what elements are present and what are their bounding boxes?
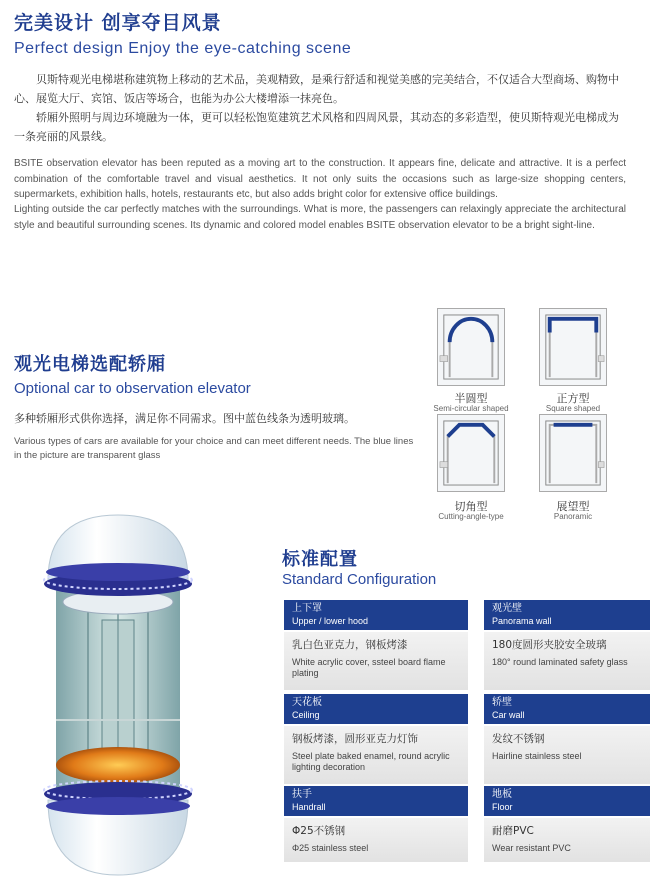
semi-circular-car-diagram — [437, 308, 505, 386]
config-body-floor — [484, 818, 650, 862]
standard-title-en: Standard Configuration — [282, 571, 437, 588]
config-body-cn: 耐磨PVC — [492, 825, 534, 837]
config-header-en: Handrall — [292, 802, 326, 812]
shape-label-en-2: Square shaped — [545, 404, 601, 413]
shape-label-cn-4: 展望型 — [556, 500, 590, 513]
optional-desc-en: Various types of cars are available for your choice and can meet different needs. The blue lines in the picture are transparent glass — [14, 436, 414, 461]
config-body-en: Wear resistant PVC — [492, 843, 571, 853]
config-header-en: Upper / lower hood — [292, 616, 369, 626]
intro-title-cn: 完美设计 创享夺目风景 — [14, 12, 222, 34]
config-header-en: Ceiling — [292, 710, 320, 720]
intro-paragraph-cn-1: 贝斯特观光电梯堪称建筑物上移动的艺术品，美观精致，是乘行舒适和视觉美感的完美结合，不仅适合大型商场、购物中心、展览大厅、宾馆、饭店等场合，也能为办公大楼增添一抹亮色。 — [14, 73, 619, 105]
config-header-panorama-wall — [484, 600, 650, 630]
optional-title-cn: 观光电梯选配轿厢 — [14, 354, 166, 375]
config-body-handrail — [284, 818, 468, 862]
cutting-angle-car-diagram — [437, 414, 505, 492]
config-header-en: Car wall — [492, 710, 525, 720]
intro-paragraph-cn-2: 轿厢外照明与周边环境融为一体，更可以轻松饱览建筑艺术风格和四周风景，其动态的多彩造型，使贝斯特观光电梯成为一条亮丽的风景线。 — [14, 111, 619, 143]
config-header-en: Panorama wall — [492, 616, 552, 626]
config-body-cn: 180度圆形夹胶安全玻璃 — [492, 639, 607, 651]
config-body-cn: 发纹不锈钢 — [492, 733, 545, 745]
config-header-en: Floor — [492, 802, 513, 812]
optional-desc-cn: 多种轿厢形式供你选择，满足你不同需求。图中蓝色线条为透明玻璃。 — [14, 412, 355, 425]
square-car-diagram — [539, 308, 607, 386]
config-body-cn: Φ25不锈钢 — [292, 825, 346, 837]
config-body-car-wall — [484, 726, 650, 784]
shape-label-cn-2: 正方型 — [556, 392, 590, 405]
config-header-cn: 地板 — [492, 789, 512, 800]
panoramic-car-diagram — [539, 414, 607, 492]
config-body-panorama-wall — [484, 632, 650, 690]
shape-label-en-4: Panoramic — [553, 512, 593, 521]
observation-elevator-illustration — [28, 510, 208, 880]
config-body-cn: 乳白色亚克力，钢板烤漆 — [292, 639, 408, 651]
config-header-cn: 扶手 — [292, 789, 312, 800]
intro-paragraph-en-1: BSITE observation elevator has been reputed as a moving art to the construction. It appears fine, delicate and attractive. It is a perfect combination of the comfortable travel and visual aesthetics. It not only suits the occasions such as large-size shopping centers, supermarkets, exhibition halls, hotels, restaurants etc, but also adds bright color for extensive office buildings. — [14, 158, 626, 200]
config-body-ceiling — [284, 726, 468, 784]
config-body-upper-lower-hood — [284, 632, 468, 690]
config-body-en: Hairline stainless steel — [492, 751, 582, 761]
shape-label-en-1: Semi-circular shaped — [433, 404, 509, 413]
shape-label-cn-1: 半圆型 — [454, 392, 488, 405]
config-body-en: White acrylic cover, ssteel board flame plating — [292, 657, 446, 678]
config-header-cn: 上下罩 — [292, 603, 322, 614]
config-body-en: Steel plate baked enamel, round acrylic lighting decoration — [292, 751, 450, 772]
standard-title-cn: 标准配置 — [282, 549, 358, 570]
config-body-cn: 钢板烤漆，圆形亚克力灯饰 — [292, 733, 418, 745]
intro-title-en: Perfect design Enjoy the eye-catching scene — [14, 40, 352, 57]
config-body-en: Φ25 stainless steel — [292, 843, 369, 853]
config-header-upper-lower-hood — [284, 600, 468, 630]
config-body-en: 180° round laminated safety glass — [492, 657, 628, 667]
config-header-car-wall — [484, 694, 650, 724]
intro-paragraph-en-2: Lighting outside the car perfectly matches with the surroundings. What is more, the passengers can relaxingly appreciate the architectural style and beautiful surrounding scenes. Its dynamic and colored model enables BSITE observation elevator to be a bright sight-line. — [14, 204, 626, 231]
config-header-cn: 观光壁 — [492, 603, 522, 614]
config-header-cn: 轿壁 — [492, 697, 512, 708]
config-header-cn: 天花板 — [292, 697, 322, 708]
optional-title-en: Optional car to observation elevator — [14, 380, 251, 397]
shape-label-en-3: Cutting-angle-type — [438, 512, 504, 521]
config-header-ceiling — [284, 694, 468, 724]
shape-label-cn-3: 切角型 — [454, 500, 488, 513]
config-header-handrail — [284, 786, 468, 816]
config-header-floor — [484, 786, 650, 816]
